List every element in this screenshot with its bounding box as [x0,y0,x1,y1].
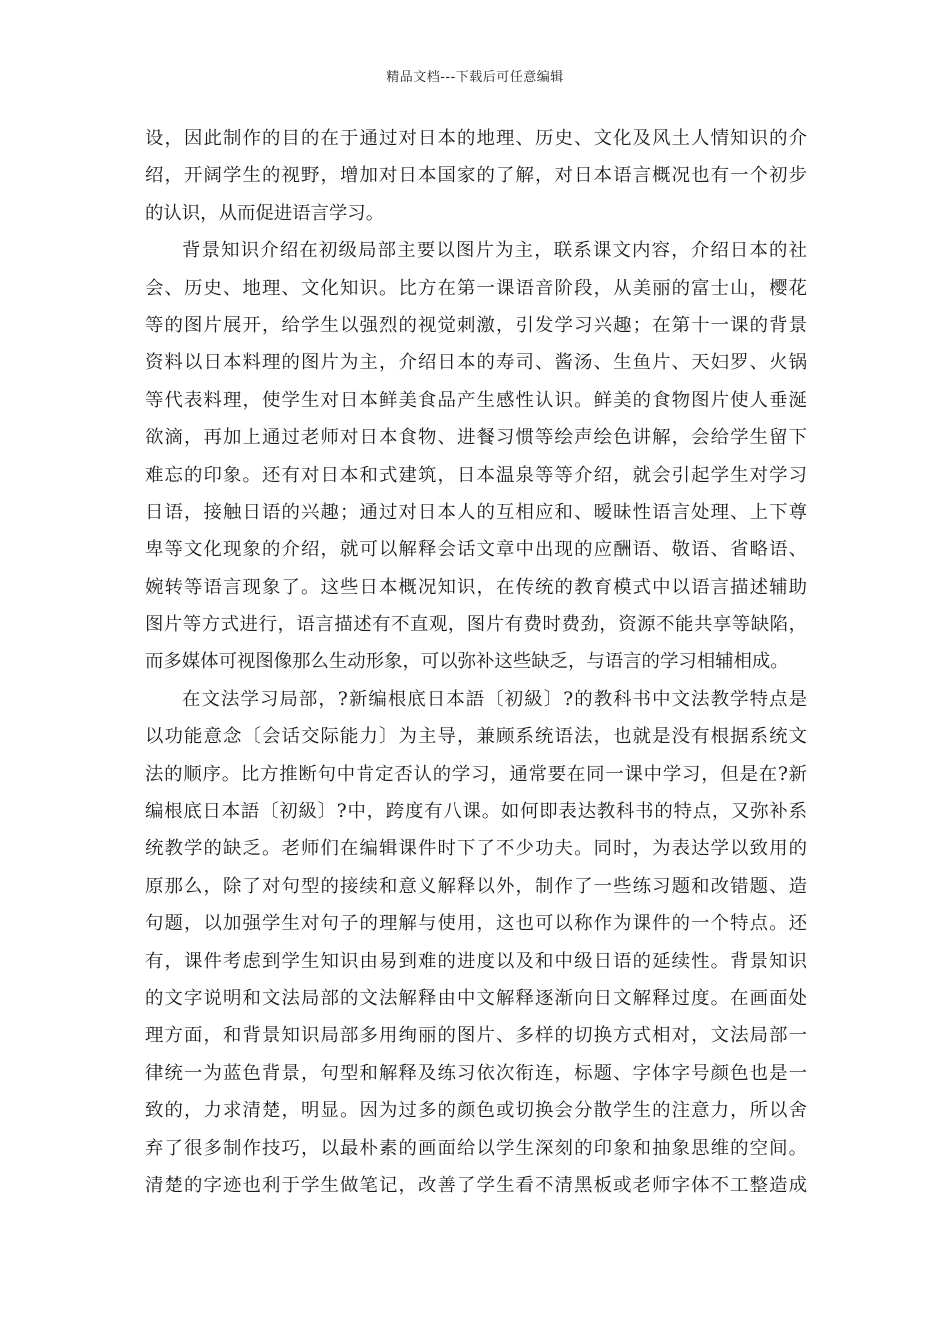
text-line: 弃了很多制作技巧，以最朴素的画面给以学生深刻的印象和抽象思维的空间。 [145,1137,807,1159]
text-line: 有，课件考虑到学生知识由易到难的进度以及和中级日语的延续性。背景知识 [145,950,807,972]
text-line: 等的图片展开，给学生以强烈的视觉刺激，引发学习兴趣；在第十一课的背景 [145,314,807,336]
text-line: 在文法学习局部，?新编根底日本語〔初級〕?的教科书中文法教学特点是 [182,688,807,710]
text-line: 图片等方式进行，语言描述有不直观，图片有费时费劲，资源不能共享等缺陷， [145,614,807,636]
text-line: 日语，接触日语的兴趣；通过对日本人的互相应和、暧昧性语言处理、上下尊 [145,501,807,523]
text-line: 而多媒体可视图像那么生动形象，可以弥补这些缺乏，与语言的学习相辅相成。 [145,651,789,673]
paragraph [145,681,807,1204]
text-line: 统教学的缺乏。老师们在编辑课件时下了不少功夫。同时，为表达学以致用的 [145,838,807,860]
text-line: 设，因此制作的目的在于通过对日本的地理、历史、文化及风土人情知识的介 [145,128,807,149]
text-line: 的认识，从而促进语言学习。 [145,202,385,224]
text-line: 编根底日本語〔初級〕?中，跨度有八课。如何即表达教科书的特点，又弥补系 [145,801,807,823]
page-header: 精品文档---下载后可任意编辑 [386,70,564,85]
text-line: 难忘的印象。还有对日本和式建筑，日本温泉等等介绍，就会引起学生对学习 [145,464,807,486]
text-line: 句题，以加强学生对句子的理解与使用，这也可以称作为课件的一个特点。还 [145,913,807,935]
text-line: 以功能意念〔会话交际能力〕为主导，兼顾系统语法，也就是没有根据系统文 [145,726,807,748]
document-body [145,120,807,1204]
text-line: 等代表料理，使学生对日本鲜美食品产生感性认识。鲜美的食物图片使人垂涎 [145,389,807,411]
text-line: 欲滴，再加上通过老师对日本食物、进餐习惯等绘声绘色讲解，会给学生留下 [145,427,807,449]
text-line: 卑等文化现象的介绍，就可以解释会话文章中出现的应酬语、敬语、省略语、 [145,539,807,561]
paragraph [145,120,807,232]
text-line: 律统一为蓝色背景，句型和解释及练习依次衔连，标题、字体字号颜色也是一 [145,1062,807,1084]
text-line: 的文字说明和文法局部的文法解释由中文解释逐渐向日文解释过度。在画面处 [145,987,807,1009]
text-line: 会、历史、地理、文化知识。比方在第一课语音阶段，从美丽的富士山，樱花 [145,277,807,299]
text-line: 背景知识介绍在初级局部主要以图片为主，联系课文内容，介绍日本的社 [182,240,807,262]
text-line: 致的，力求清楚，明显。因为过多的颜色或切换会分散学生的注意力，所以舍 [145,1100,807,1122]
text-line: 婉转等语言现象了。这些日本概况知识，在传统的教育模式中以语言描述辅助 [145,576,807,598]
paragraph [145,232,807,681]
text-line: 理方面，和背景知识局部多用绚丽的图片、多样的切换方式相对，文法局部一 [145,1025,807,1047]
text-line: 清楚的字迹也利于学生做笔记，改善了学生看不清黑板或老师字体不工整造成 [145,1174,807,1196]
text-line: 原那么，除了对句型的接续和意义解释以外，制作了一些练习题和改错题、造 [145,875,807,897]
text-line: 法的顺序。比方推断句中肯定否认的学习，通常要在同一课中学习，但是在?新 [145,763,807,785]
text-line: 资料以日本料理的图片为主，介绍日本的寿司、酱汤、生鱼片、天妇罗、火锅 [145,352,807,374]
text-line: 绍，开阔学生的视野，增加对日本国家的了解，对日本语言概况也有一个初步 [145,165,807,187]
